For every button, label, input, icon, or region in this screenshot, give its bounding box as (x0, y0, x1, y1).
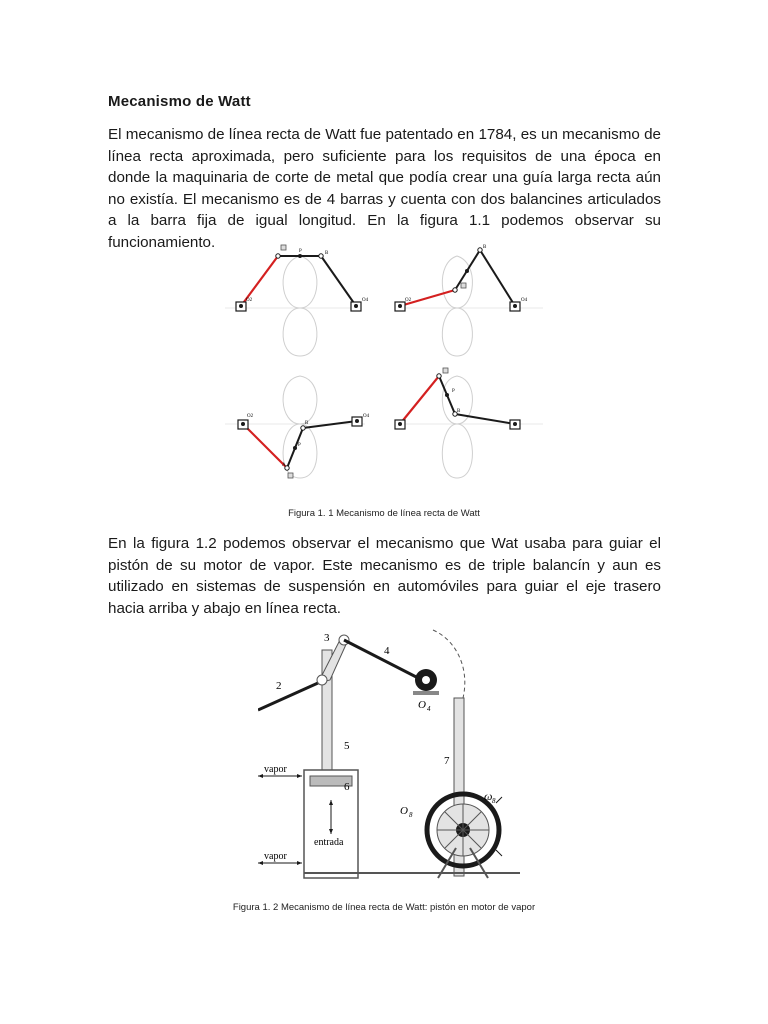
label-4: 4 (384, 645, 390, 657)
label-p: P (452, 389, 455, 394)
label-o2: O2 (246, 298, 253, 303)
label-b: B (457, 409, 461, 414)
section-title: Mecanismo de Watt (108, 93, 251, 110)
paragraph-piston: En la figura 1.2 podemos observar el mecanismo que Wat usaba para guiar el pistón de su motor de vapor. Este mecanismo es de triple balancín y aun es utilizado en sistemas de suspensión en automóviles para guiar el eje trasero hacia arriba y abajo en línea recta. (108, 535, 661, 617)
label-p: P (299, 249, 302, 254)
label-o4: O4 (362, 298, 369, 303)
label-o2: O2 (405, 298, 412, 303)
label-o8: O (400, 805, 408, 817)
paragraph-intro: El mecanismo de línea recta de Watt fue patentado en 1784, es un mecanismo de línea recta aproximada, pero suficiente para los requisitos de una época en donde la maquinaria de corte de metal que podía crear una guía larga recta aún no existía. El mecanismo es de 4 barras y cuenta con dos balancines articulados a la barra fija de igual longitud. En la figura 1.1 podemos observar su funcionamiento. (108, 126, 661, 251)
label-b: B (483, 245, 487, 250)
label-2: 2 (276, 680, 282, 692)
linkage-position-3 (225, 376, 370, 478)
figure-2-caption: Figura 1. 2 Mecanismo de línea recta de Watt: pistón en motor de vapor (232, 902, 536, 913)
linkage-position-4 (395, 368, 543, 478)
figure-1-caption: Figura 1. 1 Mecanismo de línea recta de Watt (288, 508, 480, 519)
label-p: P (298, 443, 301, 448)
label-o4-subscript: 4 (427, 705, 431, 713)
label-entrada: entrada (314, 837, 344, 848)
label-5: 5 (344, 740, 350, 752)
label-o8-subscript: 8 (409, 811, 413, 819)
label-7: 7 (444, 755, 450, 767)
label-3: 3 (324, 632, 330, 644)
figure-watt-linkage-positions (225, 238, 543, 500)
label-a: A (282, 463, 286, 468)
linkage-position-1 (225, 245, 369, 356)
figure-watt-steam-engine (258, 628, 520, 891)
label-o4: O4 (363, 414, 370, 419)
label-vapor-top: vapor (264, 764, 287, 775)
linkage-position-2 (395, 245, 543, 356)
label-o2: O2 (247, 414, 254, 419)
label-o4: O4 (521, 298, 528, 303)
label-b: B (305, 421, 309, 426)
label-b: B (325, 251, 329, 256)
label-o4: O (418, 699, 426, 711)
label-vapor-bottom: vapor (264, 851, 287, 862)
label-6: 6 (344, 781, 350, 793)
label-omega8-subscript: 8 (492, 797, 496, 805)
label-omega8: ω (484, 789, 493, 803)
